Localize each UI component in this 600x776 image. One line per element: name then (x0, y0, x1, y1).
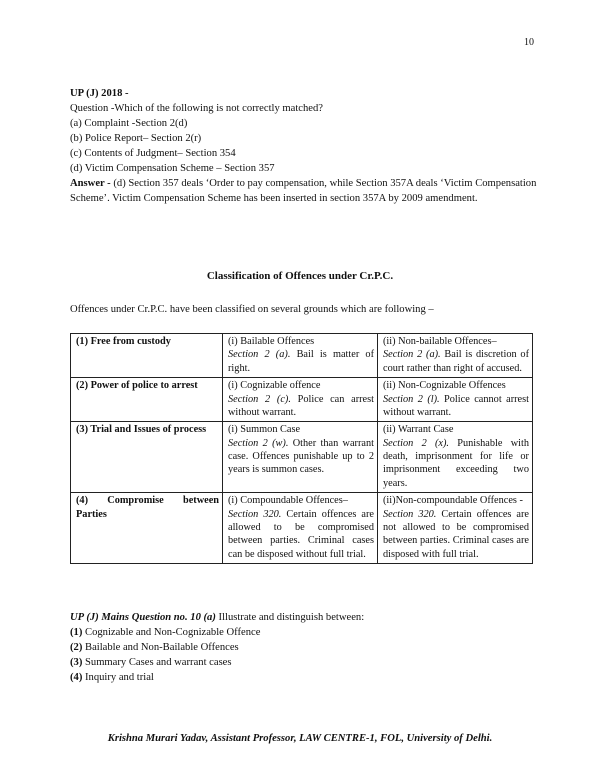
category-cell: (ii)Non-compoundable Offences - Section 320. Certain offences are not allowed to be compromised between parties. Criminal cases are disposed with full trial. (378, 493, 533, 564)
mains-question-block (70, 610, 540, 685)
classification-table (70, 333, 533, 564)
list-item: (1) Cognizable and Non-Cognizable Offence (70, 627, 261, 639)
table-row (71, 493, 533, 564)
answer (70, 176, 540, 206)
category-cell: (ii) Warrant Case Section 2 (x). Punishable with death, imprisonment for life or imprisonment exceeding two years. (378, 422, 533, 493)
intro-paragraph: Offences under Cr.P.C. have been classified on several grounds which are following – (70, 304, 434, 315)
mains-question-text: Illustrate and distinguish between: (215, 612, 365, 623)
section-title: Classification of Offences under Cr.P.C. (206, 270, 394, 282)
option-b: (b) Police Report– Section 2(r) (70, 133, 202, 145)
ground-cell: (1) Free from custody (71, 334, 223, 378)
page-number: 10 (524, 37, 534, 48)
table-row (71, 378, 533, 422)
mains-question-line (70, 610, 540, 625)
answer-label: Answer - (70, 178, 111, 190)
option-d: (d) Victim Compensation Scheme – Section 357 (70, 163, 275, 175)
ground-cell: (3) Trial and Issues of process (71, 422, 223, 493)
table-row (71, 334, 533, 378)
question-text: Question -Which of the following is not correctly matched? (70, 103, 323, 115)
answer-text: (d) Section 357 deals ‘Order to pay compensation, while Section 357A deals ‘Victim Compensation Scheme’. Victim Compensation Scheme has been inserted in section 357A by 2009 amendment. (70, 178, 537, 205)
question-heading: UP (J) 2018 - (70, 88, 129, 99)
ground-cell: (2) Power of police to arrest (71, 378, 223, 422)
category-cell: (i) Compoundable Offences– Section 320. Certain offences are allowed to be compromised between parties. Criminal cases can be disposed without full trial. (223, 493, 378, 564)
category-cell: (i) Bailable Offences Section 2 (a). Bail is matter of right. (223, 334, 378, 378)
previous-question-block (70, 86, 540, 206)
list-item: (3) Summary Cases and warrant cases (70, 657, 232, 669)
table-row (71, 422, 533, 493)
category-cell: (i) Cognizable offence Section 2 (c). Police can arrest without warrant. (223, 378, 378, 422)
page-footer: Krishna Murari Yadav, Assistant Professor, LAW CENTRE-1, FOL, University of Delhi. (107, 733, 493, 744)
option-a: (a) Complaint -Section 2(d) (70, 118, 188, 130)
category-cell: (ii) Non-bailable Offences– Section 2 (a). Bail is discretion of court rather than right of accused. (378, 334, 533, 378)
category-cell: (i) Summon Case Section 2 (w). Other than warrant case. Offences punishable up to 2 years is summon cases. (223, 422, 378, 493)
list-item: (2) Bailable and Non-Bailable Offences (70, 642, 239, 654)
option-c: (c) Contents of Judgment– Section 354 (70, 148, 236, 160)
ground-cell: (4) Compromise between Parties (71, 493, 223, 564)
category-cell: (ii) Non-Cognizable Offences Section 2 (l). Police cannot arrest without warrant. (378, 378, 533, 422)
mains-question-label: UP (J) Mains Question no. 10 (a) (70, 612, 216, 623)
list-item: (4) Inquiry and trial (70, 672, 154, 684)
